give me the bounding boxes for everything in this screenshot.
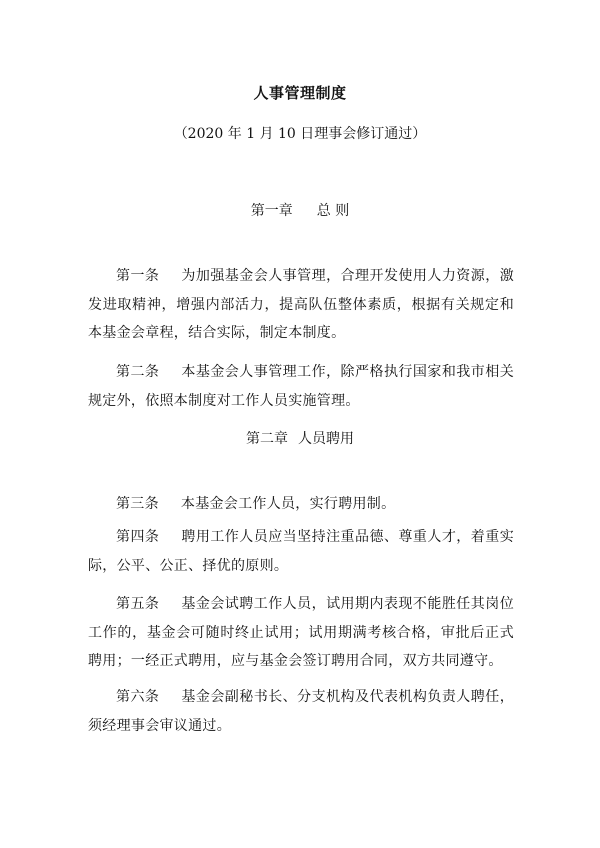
article-paragraph — [88, 490, 514, 519]
article-paragraph — [88, 683, 514, 740]
article-number: 第五条 — [116, 596, 160, 612]
article-text: 基金会试聘工作人员，试用期内表现不能胜任其岗位工作的，基金会可随时终止试用；试用期满考核合格，审批后正式聘用；一经正式聘用，应与基金会签订聘用合同，双方共同遵守。 — [88, 596, 514, 669]
chapter-number: 第一章 — [250, 203, 293, 219]
article-number: 第四条 — [116, 529, 160, 545]
chapter-heading — [0, 200, 600, 220]
article-number: 第六条 — [116, 689, 160, 705]
document-subtitle: （2020 年 1 月 10 日理事会修订通过） — [173, 126, 427, 142]
document-title: 人事管理制度 — [253, 84, 347, 102]
article-paragraph — [88, 262, 514, 348]
article-text: 本基金会人事管理工作，除严格执行国家和我市相关规定外，依照本制度对工作人员实施管理。 — [88, 364, 514, 409]
chapter-name: 人员聘用 — [298, 431, 354, 447]
article-number: 第一条 — [116, 268, 160, 284]
article-text: 本基金会工作人员，实行聘用制。 — [180, 496, 396, 512]
article-number: 第二条 — [116, 364, 160, 380]
article-text: 为加强基金会人事管理，合理开发使用人力资源，激发进取精神，增强内部活力，提高队伍整体素质，根据有关规定和本基金会章程，结合实际，制定本制度。 — [88, 268, 514, 341]
article-paragraph — [88, 523, 514, 580]
chapter-name: 总 则 — [316, 203, 350, 219]
chapter-heading — [0, 428, 600, 448]
article-number: 第三条 — [116, 496, 159, 512]
article-paragraph — [88, 358, 514, 415]
article-text: 基金会副秘书长、分支机构及代表机构负责人聘任，须经理事会审议通过。 — [88, 689, 514, 734]
chapter-number: 第二章 — [246, 431, 288, 447]
article-text: 聘用工作人员应当坚持注重品德、尊重人才，着重实际，公平、公正、择优的原则。 — [88, 529, 514, 574]
article-paragraph — [88, 590, 514, 676]
